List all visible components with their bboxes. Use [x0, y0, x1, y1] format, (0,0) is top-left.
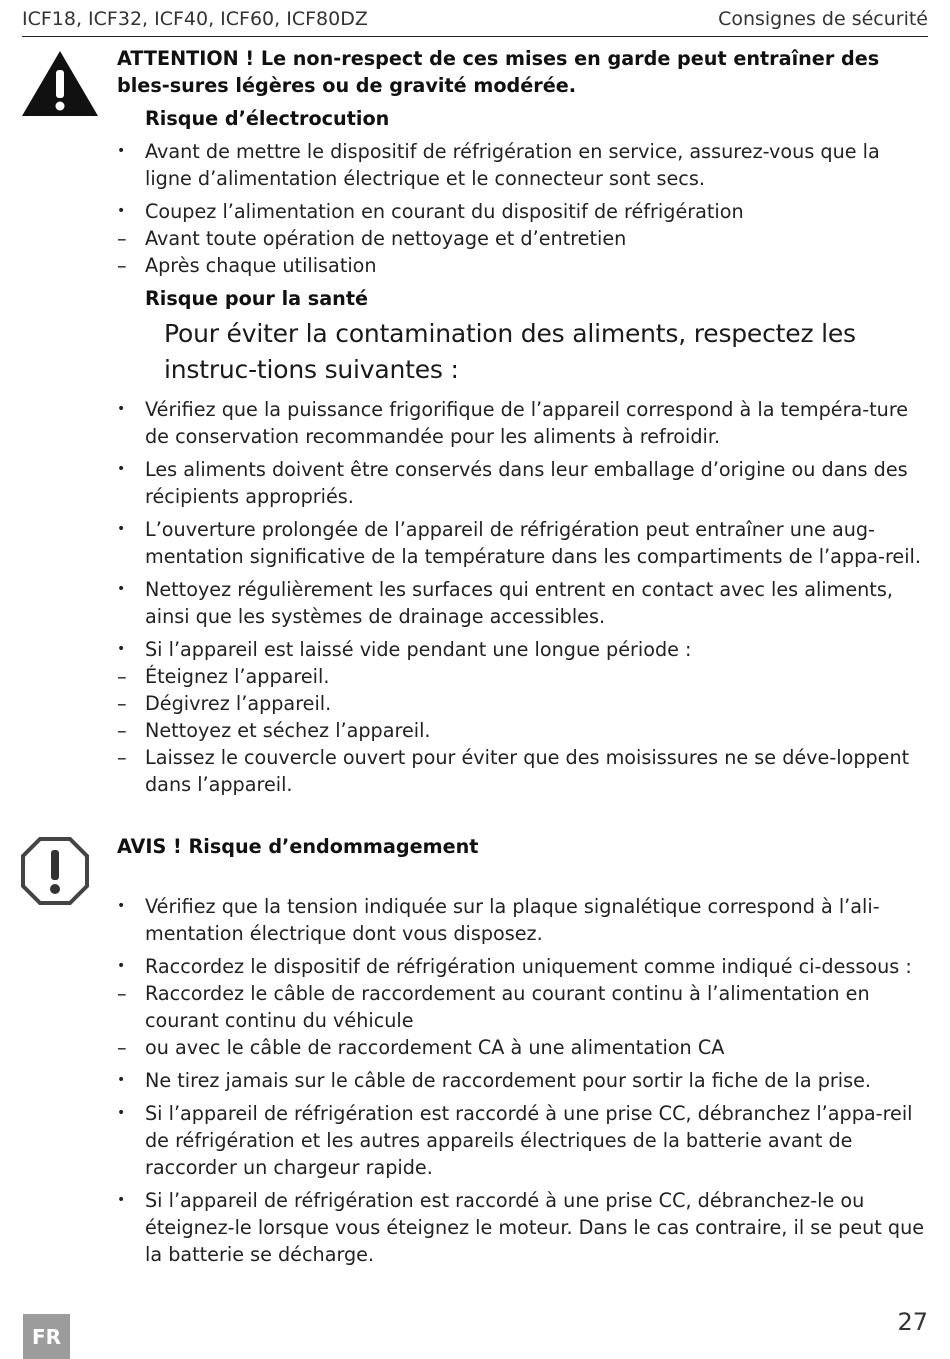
bullet-icon: •	[117, 898, 126, 914]
dash-icon: –	[117, 254, 127, 277]
bullet-icon: •	[117, 581, 126, 597]
list-item	[117, 1100, 928, 1181]
list-item-text: Avant de mettre le dispositif de réfrigération en service, assurez-vous que la ligne d’alimentation électrique et le connecteur sont secs.	[145, 140, 880, 190]
warning-section	[117, 45, 928, 804]
sub-list-item-text: Avant toute opération de nettoyage et d’entretien	[145, 227, 627, 250]
list-item	[117, 516, 928, 570]
sub-list	[117, 663, 928, 798]
notice-octagon-icon	[20, 836, 90, 906]
health-lead: Pour éviter la contamination des aliments, respectez les instruc-tions suivantes :	[164, 319, 856, 384]
sub-list-item	[117, 744, 928, 798]
health-list	[117, 396, 928, 798]
dash-icon: –	[117, 1036, 127, 1059]
sub-list-item-text: Éteignez l’appareil.	[145, 665, 330, 688]
bullet-icon: •	[117, 143, 126, 159]
dash-icon: –	[117, 227, 127, 250]
electrocution-title: Risque d’électrocution	[145, 107, 390, 130]
bullet-icon: •	[117, 641, 126, 657]
list-item	[117, 953, 928, 1061]
dash-icon: –	[117, 982, 127, 1005]
list-item-text: Si l’appareil de réfrigération est raccordé à une prise CC, débranchez l’appa-reil de réfrigération et les autres appareils électriques de la batterie avant de raccorder un chargeur rapide.	[145, 1102, 913, 1179]
language-badge: FR	[23, 1314, 70, 1359]
list-item	[117, 893, 928, 947]
sub-list-item	[117, 225, 928, 252]
dash-icon: –	[117, 746, 127, 769]
sub-list-item-text: Laissez le couvercle ouvert pour éviter que des moisissures ne se déve-loppent dans l’appareil.	[145, 746, 910, 796]
list-item-text: Si l’appareil de réfrigération est raccordé à une prise CC, débranchez-le ou éteignez-le lorsque vous éteignez le moteur. Dans le cas contraire, il se peut que la batterie se décharge.	[145, 1189, 925, 1266]
list-item-text: Ne tirez jamais sur le câble de raccordement pour sortir la fiche de la prise.	[145, 1069, 871, 1092]
list-item-text: Nettoyez régulièrement les surfaces qui entrent en contact avec les aliments, ainsi que les systèmes de drainage accessibles.	[145, 578, 893, 628]
dash-icon: –	[117, 692, 127, 715]
list-item	[117, 138, 928, 192]
sub-list-item-text: Raccordez le câble de raccordement au courant continu à l’alimentation en courant continu du véhicule	[145, 982, 870, 1032]
sub-list-item-text: Dégivrez l’appareil.	[145, 692, 332, 715]
warning-headline: ATTENTION ! Le non-respect de ces mises en garde peut entraîner des bles-sures légères ou de gravité modérée.	[117, 47, 880, 97]
bullet-icon: •	[117, 461, 126, 477]
sub-list-item	[117, 252, 928, 279]
dash-icon: –	[117, 665, 127, 688]
sub-list-item-text: Nettoyez et séchez l’appareil.	[145, 719, 431, 742]
list-item	[117, 396, 928, 450]
notice-headline: AVIS ! Risque d’endommagement	[117, 835, 479, 858]
list-item-text: Si l’appareil est laissé vide pendant une longue période :	[145, 638, 692, 661]
health-title: Risque pour la santé	[145, 287, 368, 310]
list-item-text: Vérifiez que la puissance frigorifique de l’appareil correspond à la tempéra-ture de conservation recommandée pour les aliments à refroidir.	[145, 398, 909, 448]
notice-section	[117, 833, 928, 1274]
bullet-icon: •	[117, 521, 126, 537]
notice-list	[117, 893, 928, 1268]
list-item	[117, 1067, 928, 1094]
bullet-icon: •	[117, 958, 126, 974]
list-item	[117, 576, 928, 630]
list-item-text: Vérifiez que la tension indiquée sur la plaque signalétique correspond à l’ali-mentation électrique dont vous disposez.	[145, 895, 880, 945]
bullet-icon: •	[117, 401, 126, 417]
list-item	[117, 1187, 928, 1268]
page-number: 27	[897, 1308, 928, 1336]
bullet-icon: •	[117, 1105, 126, 1121]
list-item	[117, 198, 928, 279]
sub-list-item	[117, 1034, 928, 1061]
list-item-text: Les aliments doivent être conservés dans leur emballage d’origine ou dans des récipients appropriés.	[145, 458, 908, 508]
header-section: Consignes de sécurité	[718, 8, 928, 30]
sub-list	[117, 980, 928, 1061]
list-item	[117, 456, 928, 510]
list-item-text: Raccordez le dispositif de réfrigération uniquement comme indiqué ci-dessous :	[145, 955, 912, 978]
sub-list-item-text: ou avec le câble de raccordement CA à une alimentation CA	[145, 1036, 725, 1059]
warning-triangle-icon	[20, 48, 100, 118]
bullet-icon: •	[117, 1072, 126, 1088]
list-item-text: Coupez l’alimentation en courant du dispositif de réfrigération	[145, 200, 744, 223]
bullet-icon: •	[117, 1192, 126, 1208]
header-models: ICF18, ICF32, ICF40, ICF60, ICF80DZ	[22, 8, 368, 30]
sub-list-item	[117, 717, 928, 744]
page-header	[22, 6, 928, 37]
sub-list	[117, 225, 928, 279]
dash-icon: –	[117, 719, 127, 742]
list-item-text: L’ouverture prolongée de l’appareil de réfrigération peut entraîner une aug-mentation significative de la température dans les compartiments de l’appa-reil.	[145, 518, 921, 568]
sub-list-item	[117, 980, 928, 1034]
sub-list-item-text: Après chaque utilisation	[145, 254, 377, 277]
bullet-icon: •	[117, 203, 126, 219]
electrocution-list	[117, 138, 928, 279]
sub-list-item	[117, 690, 928, 717]
sub-list-item	[117, 663, 928, 690]
list-item	[117, 636, 928, 798]
